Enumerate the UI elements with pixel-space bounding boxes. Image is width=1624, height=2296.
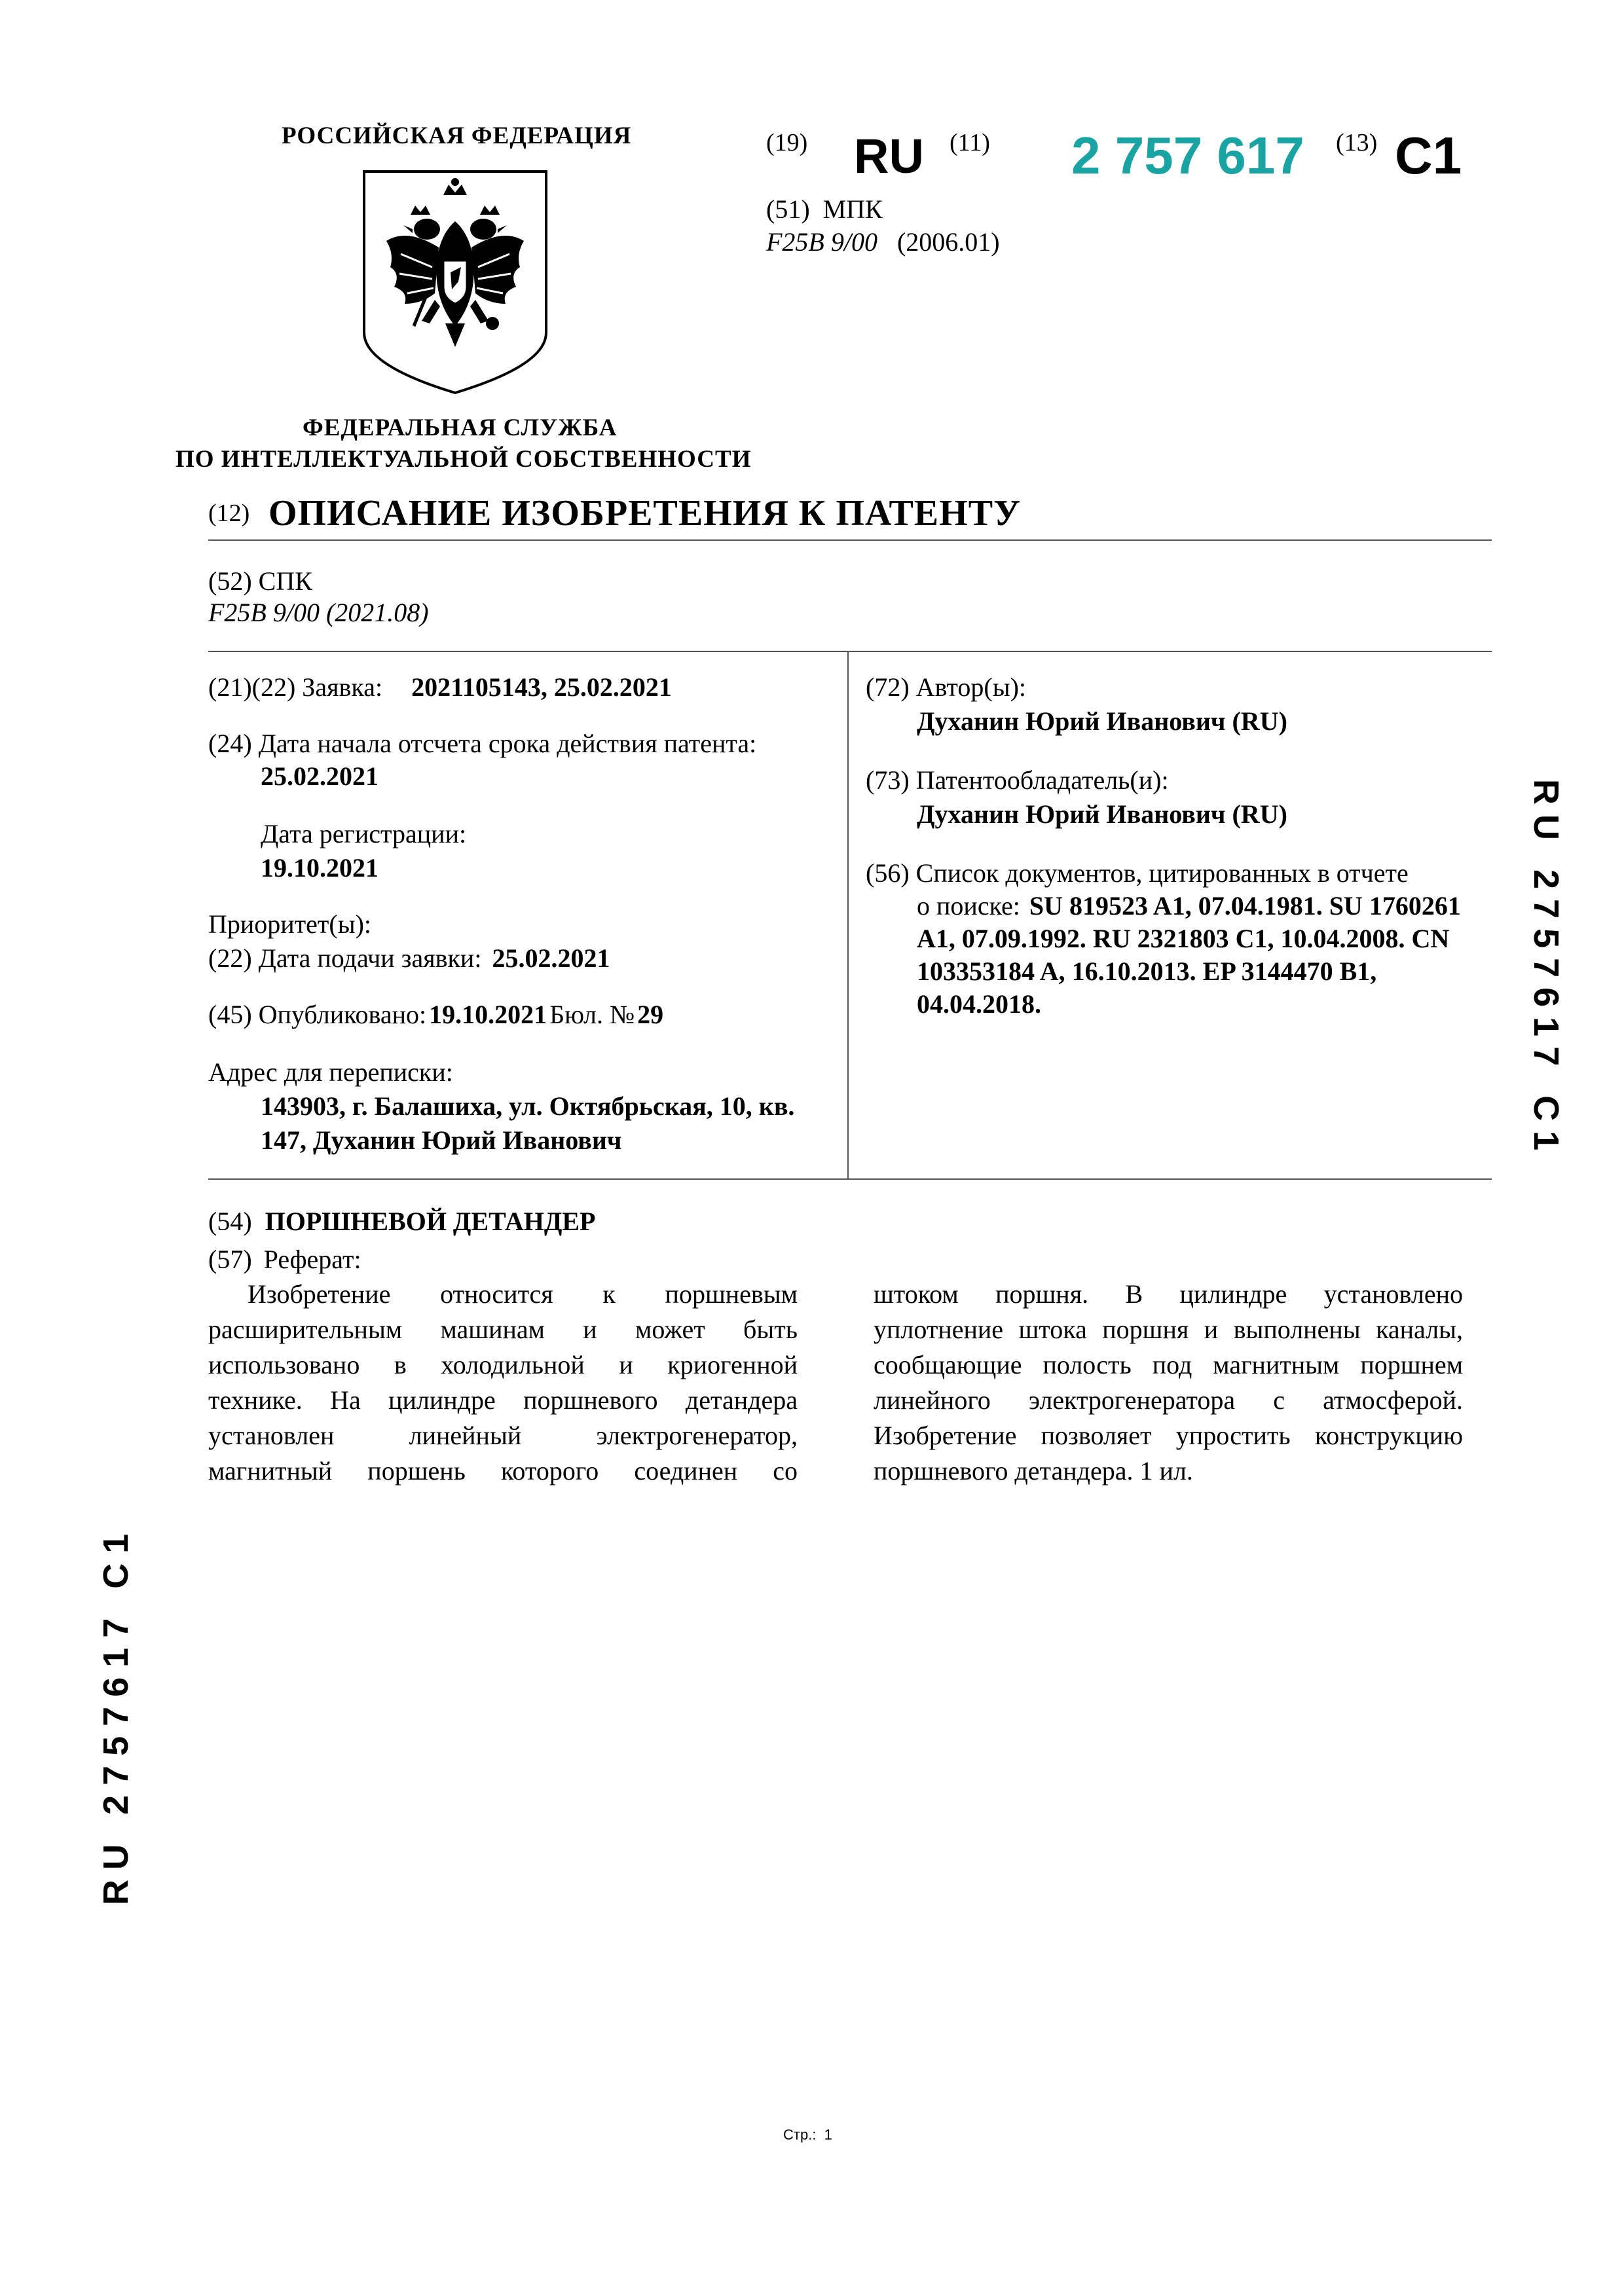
kind-code: C1 <box>1395 126 1462 185</box>
author-label: (72) Автор(ы): <box>866 672 1026 702</box>
abstract-label: Реферат: <box>263 1245 361 1274</box>
side-code-left: R U 2 7 5 7 6 1 7 C 1 <box>96 1533 136 1905</box>
country-code: RU <box>854 129 924 183</box>
registration-label: Дата регистрации: <box>261 819 467 848</box>
agency-line-1: ФЕДЕРАЛЬНАЯ СЛУЖБА <box>303 414 618 441</box>
cited-docs-value-1: SU 819523 A1, 07.04.1981. SU 1760261 <box>1029 891 1461 920</box>
bulletin-label: Бюл. № <box>549 1000 635 1029</box>
abstract-line: Изобретение позволяет упростить конструкцию <box>874 1421 1463 1450</box>
published-field <box>208 999 663 1030</box>
priority-label: Приоритет(ы): <box>208 909 372 939</box>
abstract-header <box>208 1244 361 1275</box>
abstract-line: сообщающие полость под магнитным поршнем <box>874 1350 1463 1379</box>
cited-docs-label-2: о поиске: <box>917 891 1020 920</box>
cited-docs-line-1 <box>917 890 1461 921</box>
abstract-line: линейного электрогенератора с атмосферой. <box>874 1385 1463 1415</box>
abstract-line: расширительным машинам и может быть <box>208 1315 798 1344</box>
filing-date-label: (22) Дата подачи заявки: <box>208 943 482 973</box>
abstract-line: использовано в холодильной и криогенной <box>208 1350 798 1379</box>
author-value: Духанин Юрий Иванович (RU) <box>917 706 1287 736</box>
holder-value: Духанин Юрий Иванович (RU) <box>917 799 1287 829</box>
registration-value: 19.10.2021 <box>261 853 378 883</box>
abstract-line: технике. На цилиндре поршневого детандера <box>208 1385 798 1415</box>
spk-class: F25B 9/00 (2021.08) <box>208 598 429 627</box>
inid-code-57: (57) <box>208 1245 252 1274</box>
application-value: 2021105143, 25.02.2021 <box>411 672 672 702</box>
address-line-1: 143903, г. Балашиха, ул. Октябрьская, 10, кв. <box>261 1091 795 1121</box>
abstract-line: установлен линейный электрогенератор, <box>208 1421 798 1450</box>
invention-title-row <box>208 1206 595 1237</box>
abstract-line: Изобретение относится к поршневым <box>248 1279 798 1309</box>
country-name: РОССИЙСКАЯ ФЕДЕРАЦИЯ <box>282 122 632 149</box>
abstract-line: поршневого детандера. 1 ил. <box>874 1456 1193 1485</box>
invention-title: ПОРШНЕВОЙ ДЕТАНДЕР <box>265 1207 596 1236</box>
document-type-title: ОПИСАНИЕ ИЗОБРЕТЕНИЯ К ПАТЕНТУ <box>268 493 1022 534</box>
address-label: Адрес для переписки: <box>208 1057 453 1087</box>
term-start-label: (24) Дата начала отсчета срока действия патента: <box>208 729 757 758</box>
inid-code-19: (19) <box>766 129 808 156</box>
address-line-2: 147, Духанин Юрий Иванович <box>261 1125 622 1155</box>
mpk-version: (2006.01) <box>896 227 1000 257</box>
application-label: (21)(22) Заявка: <box>208 672 383 702</box>
inid-code-52-number: (52) <box>208 566 252 596</box>
published-label: (45) Опубликовано: <box>208 1000 427 1029</box>
inid-code-11: (11) <box>950 129 990 156</box>
divider-fields-bottom <box>208 1178 1492 1180</box>
patent-number: 2 757 617 <box>1071 126 1304 185</box>
page-footer <box>783 2126 832 2143</box>
filing-date-value: 25.02.2021 <box>492 943 610 973</box>
spk-label: СПК <box>258 566 312 596</box>
inid-code-51-number: (51) <box>766 194 810 224</box>
mpk-class: F25B 9/00 <box>766 227 877 257</box>
coat-of-arms-icon <box>361 169 549 395</box>
cited-docs-value-2: A1, 07.09.1992. RU 2321803 C1, 10.04.2008. CN <box>917 924 1450 953</box>
abstract-line: уплотнение штока поршня и выполнены каналы, <box>874 1315 1463 1344</box>
term-start-value: 25.02.2021 <box>261 761 378 791</box>
divider-fields-top <box>208 651 1492 652</box>
mpk-classification <box>766 225 1000 259</box>
cited-docs-label: (56) Список документов, цитированных в отчете <box>866 858 1409 888</box>
inid-code-12: (12) <box>208 500 250 527</box>
application-field <box>208 672 672 702</box>
abstract-left-column <box>208 1277 798 1489</box>
mpk-label: МПК <box>822 194 883 224</box>
page-label: Стр.: <box>783 2126 817 2143</box>
abstract-line: штоком поршня. В цилиндре установлено <box>874 1279 1463 1309</box>
agency-line-2: ПО ИНТЕЛЛЕКТУАЛЬНОЙ СОБСТВЕННОСТИ <box>175 446 752 473</box>
divider-columns <box>847 651 849 1180</box>
side-code-right: R U 2 7 5 7 6 1 7 C 1 <box>1526 779 1566 1151</box>
published-value: 19.10.2021 <box>429 1000 547 1029</box>
page-number: 1 <box>824 2126 832 2143</box>
divider-top <box>208 539 1492 541</box>
inid-code-13: (13) <box>1336 129 1378 156</box>
bulletin-value: 29 <box>637 1000 664 1029</box>
inid-code-51 <box>766 192 883 227</box>
abstract-right-column <box>874 1277 1463 1489</box>
filing-date-field <box>208 943 610 974</box>
abstract-line: магнитный поршень которого соединен со <box>208 1456 798 1485</box>
cited-docs-value-4: 04.04.2018. <box>917 989 1041 1019</box>
cited-docs-value-3: 103353184 A, 16.10.2013. EP 3144470 B1, <box>917 957 1377 986</box>
inid-code-54: (54) <box>208 1207 252 1236</box>
inid-code-52 <box>208 564 312 598</box>
holder-label: (73) Патентообладатель(и): <box>866 765 1169 795</box>
